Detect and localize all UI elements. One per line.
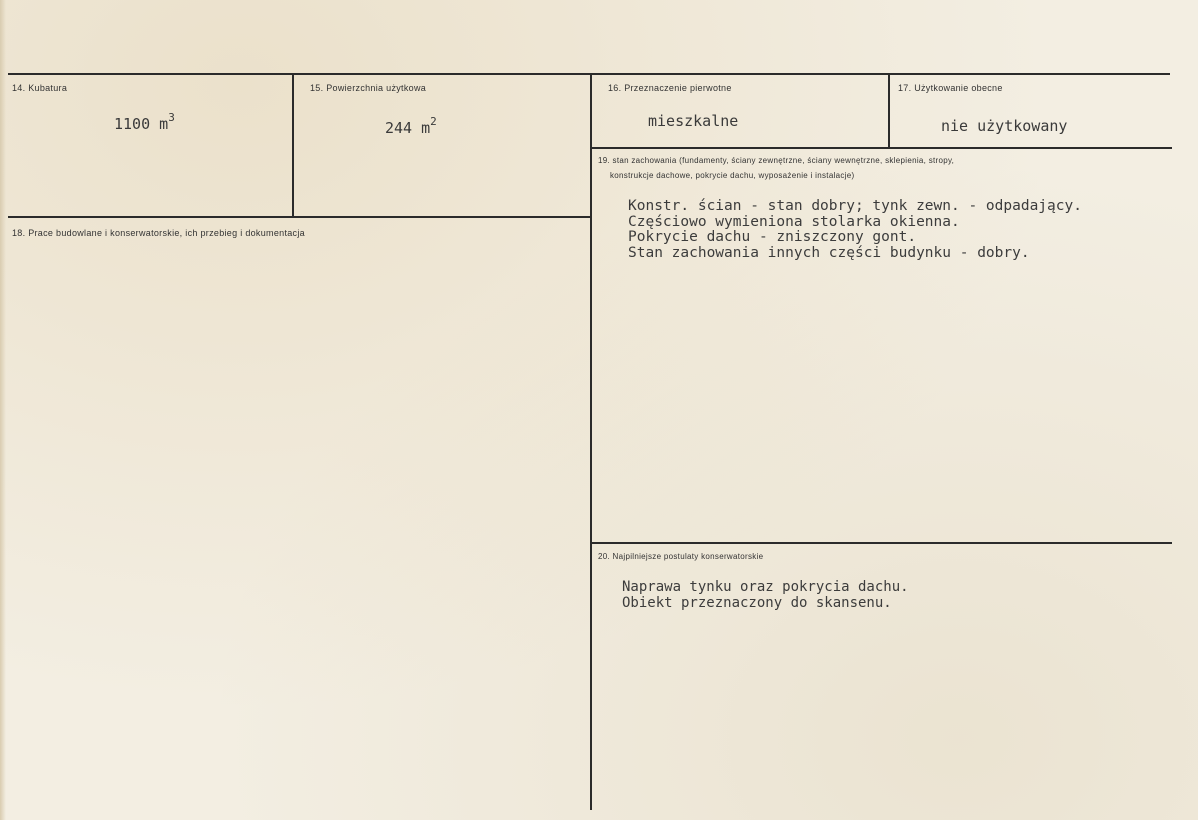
section20-rule [592, 542, 1172, 544]
przeznaczenie-label: 16. Przeznaczenie pierwotne [608, 83, 732, 93]
kubatura-number: 1100 m [114, 115, 169, 133]
stan-line: Pokrycie dachu - zniszczony gont. [628, 229, 917, 245]
prace-label: 18. Prace budowlane i konserwatorskie, ich przebieg i dokumentacja [12, 228, 305, 238]
center-divider [590, 73, 592, 810]
stan-line: Konstr. ścian - stan dobry; tynk zewn. - odpadający. [628, 198, 1082, 214]
top-rule [8, 73, 1170, 75]
uzytkowanie-value: nie użytkowany [941, 117, 1068, 135]
kubatura-value [114, 113, 175, 133]
divider-16-17 [888, 73, 890, 148]
kubatura-exponent: 3 [168, 111, 175, 124]
stan-line: Stan zachowania innych części budynku - dobry. [628, 244, 1030, 261]
stan-label-line1: 19. stan zachowania (fundamenty, ściany zewnętrzne, ściany wewnętrzne, sklepienia, stropy, [598, 156, 955, 165]
postulaty-label: 20. Najpilniejsze postulaty konserwatorskie [598, 552, 764, 561]
powierzchnia-exponent: 2 [430, 115, 437, 128]
postulaty-text [622, 580, 909, 611]
powierzchnia-value [385, 117, 437, 137]
stan-label-line2: konstrukcje dachowe, pokrycie dachu, wyposażenie i instalacje) [610, 171, 855, 180]
przeznaczenie-value: mieszkalne [648, 112, 739, 130]
postulaty-line: Obiekt przeznaczony do skansenu. [622, 594, 892, 611]
postulaty-line: Naprawa tynku oraz pokrycia dachu. [622, 579, 909, 595]
stan-text [628, 199, 1082, 261]
row1-left-rule [8, 216, 590, 218]
stan-line: Częściowo wymieniona stolarka okienna. [628, 213, 960, 230]
kubatura-label: 14. Kubatura [12, 83, 68, 93]
paper-edge [0, 0, 6, 820]
powierzchnia-label: 15. Powierzchnia użytkowa [310, 83, 427, 93]
powierzchnia-number: 244 m [385, 119, 431, 137]
divider-14-15 [292, 73, 294, 217]
row1-right-rule [592, 147, 1172, 149]
uzytkowanie-label: 17. Użytkowanie obecne [898, 83, 1003, 93]
